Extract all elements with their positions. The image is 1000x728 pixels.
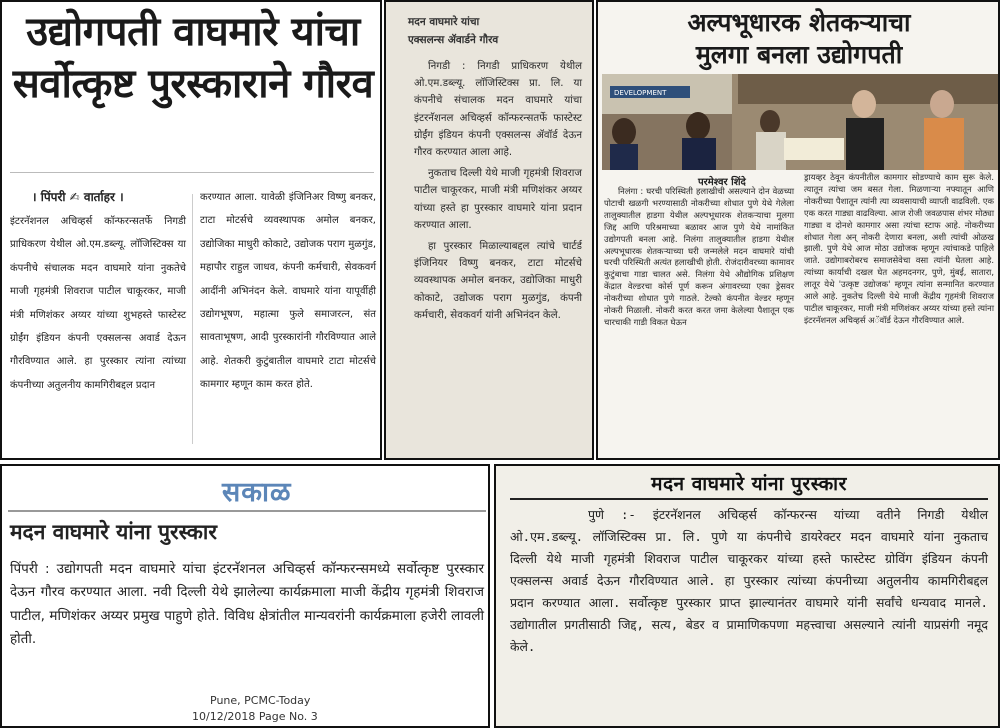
headline-line-2: सर्वोत्कृष्ट पुरस्काराने गौरव [12, 61, 374, 107]
article-column-2: करण्यात आला. यावेळी इंजिनिअर विष्णु बनकर, टाटा मोटर्सचे व्यवस्थापक अमोल बनकर, उद्योजिका माधुरी कोकाटे, उद्योजक पराग मुळगुंड, महापौर राहुल जाधव, कंपनी कर्मचारी, सेवकवर्ग आदींनी अभिनंदन केले. वाघमारे यांना यापूर्वीही उद्योगभूषण, महात्मा फुले समाजरत्न, संत सावताभूषण, आदी पुरस्कारांनी गौरविण्यात आले आहे. शेतकरी कुटुंबातील वाघमारे टाटा मोटर्सचे कामगार म्हणून काम करत होते. [200, 192, 376, 391]
headline-line-2: मुलगा बनला उद्योगपती [695, 40, 903, 69]
headline-line-2: एक्सलन्स ॲवार्डने गौरव [408, 34, 499, 46]
headline-rule [510, 498, 988, 500]
source-label: Pune, PCMC-Today [210, 694, 311, 707]
headline-line-1: मदन वाघमारे यांचा [408, 16, 480, 28]
headline-line-1: उद्योगपती वाघमारे यांचा [26, 9, 360, 55]
award-ceremony-photo [602, 74, 998, 170]
paragraph: हा पुरस्कार मिळाल्याबद्दल त्यांचे चार्टर्ड इंजिनियर विष्णु बनकर, टाटा मोटर्सचे व्यवस्थापक अमोल बनकर, उद्योजिका माधुरी कोकाटे, उद्योजक पराग मुळगुंड, कंपनी कर्मचारी, सेवकवर्ग यांनी अभिनंदन केले. [414, 241, 582, 321]
article-body: पिंपरी : उद्योगपती मदन वाघमारे यांचा इंटरनॅशनल अचिव्हर्स कॉन्फरन्समध्ये सर्वोत्कृष्ट पुरस्कार देऊन गौरव करण्यात आला. नवी दिल्ली येथे झालेल्या कार्यक्रमाला माजी केंद्रीय गृहमंत्री शिवराज पाटील, मणिशंकर अय्यर प्रमुख पाहुणे होते. विविध क्षेत्रांतील मान्यवरांनी कार्यक्रमाला हजेरी लावली होती. [10, 561, 484, 648]
headline-line-1: अल्पभूधारक शेतकऱ्याचा [687, 8, 911, 37]
clipping-madan-waghmare-award [494, 464, 1000, 728]
byline: परमेश्वर शिंदे [698, 177, 746, 188]
masthead-rule [8, 510, 486, 512]
dateline: । पिंपरी ✍ वार्ताहर । [32, 190, 124, 204]
article-body [510, 504, 988, 658]
photo-banner-text: DEVELOPMENT [614, 89, 667, 97]
clipping-farmer-son-industrialist [596, 0, 1000, 460]
newspaper-masthead: सकाळ [222, 477, 292, 508]
column-divider [192, 194, 193, 444]
article-column-2 [804, 172, 994, 327]
paragraph: निलंगा : घरची परिस्थिती हलाखीची असल्याने दोन वेळच्या पोटाची खळगी भरण्यासाठी नोकरीच्या शोधात पुणे येथे गेलेला तालुक्यातील हाडगा येथील अल्पभूधारक शेतकऱ्याचा मुलगा जिद्द आणि परिश्रमाच्या बळावर आज पुणे येथे नामांकित उद्योगपती बनला आहे. निलंगा तालुक्यातील हाडगा येथील अल्पभूधारक शेतकऱ्याच्या घरी जन्मलेले मदन वाघमारे यांची घरची परिस्थिती अत्यंत हलाखीची होती. रोजंदारीवरच्या कामावर कुटुंबाचा गाडा चालत असे. निलंगा येथे औद्योगिक प्रशिक्षण केंद्रात वेल्डरचा कोर्स पूर्ण करून अंगावरच्या एका ड्रेसवर नोकरीच्या शोधात पुणे गाठले. टेल्को कंपनीत वेल्डर म्हणून नोकरी मिळाली. नोकरी करत करत जमा केलेल्या पैशातून एक चारचाकी गाडी विकत घेऊन [604, 186, 794, 327]
clipping-excellence-award [384, 0, 594, 460]
paragraph: नुकताच दिल्ली येथे माजी गृहमंत्री शिवराज पाटील चाकूरकर, माजी मंत्री मणिशंकर अय्यर यांच्या हस्ते हा पुरस्कार वाघमारे यांना प्रदान करण्यात आला. [414, 168, 582, 231]
article-text: पुणे :- इंटरनॅशनल अचिव्हर्स कॉन्फरन्स यांच्या वतीने निगडी येथील ओ.एम.डब्ल्यू. लॉजिस्टिक्स प्रा. लि. पुणे या कंपनीचे डायरेक्टर मदन वाघमारे यांना नुकताच दिल्ली येथे माजी गृहमंत्री शिवराज पाटील चाकूरकर यांच्या हस्ते फास्टेस्ट ग्रोविंग इंडियन कंपनी एक्सलन्स अवार्ड देऊन गौरविण्यात आले. हा पुरस्कार त्यांच्या कंपनीच्या अतुलनीय कामगिरीबद्दल प्रदान करण्यात आला. सर्वोत्कृष्ट पुरस्कार प्राप्त झाल्यानंतर वाघमारे यांनी सर्वांचे धन्यवाद मानले. उद्योगातील प्रगतीसाठी जिद्द, सत्य, बेडर व प्रामाणिकपणा महत्त्वाचा असल्याने त्यांनी याप्रसंगी नमूद केले. [510, 507, 988, 654]
article-body [414, 58, 582, 324]
clipping-udyogpati-waghmare [0, 0, 382, 460]
clipping-sakal [0, 464, 490, 728]
headline-divider [10, 172, 374, 173]
paragraph: ड्रायव्हर ठेवून कंपनीतील कामगार सोडण्याचे काम सुरू केले. त्यातून त्यांचा जम बसत गेला. मिळणाऱ्या नफ्यातून आणि नोकरीच्या पैशातून त्यांनी त्या व्यवसायाची व्याप्ती वाढविली. एक एक करत गाड्या वाढविल्या. आज रोजी जवळपास शंभर मोठ्या गाड्या व दोनशे कामगार असा त्यांचा स्टाफ आहे. नोकरीच्या शोधात गेला अन् नोकरी देणारा बनला, अशी त्यांची ओळख झाली. पुणे येथे आज मोठा उद्योजक म्हणून त्यांचाकडे पाहिले जाते. उद्योगाबरोबरच समाजसेवेचा वसा त्यांनी घेतला आहे. त्यांच्या कार्याची दखल घेत अहमदनगर, पुणे, मुंबई, सातारा, लातूर येथे 'उत्कृष्ट उद्योजक' म्हणून त्यांना सन्मानित करण्यात आले आहे. नुकतेच दिल्ली येथे माजी केंद्रीय गृहमंत्री शिवराज पाटील चाकूरकर, माजी मंत्री मणिशंकर अय्यर यांच्या हस्ते त्यांना इंटरनॅशनल अचिव्हर्स अॅवॉर्ड देऊन गौरविण्यात आले. [804, 172, 994, 325]
article-column-1: इंटरनॅशनल अचिव्हर्स कॉन्फरन्सतर्फे निगडी प्राधिकरण येथील ओ.एम.डब्ल्यू. लॉजिस्टिक्स या कंपनीचे संचालक मदन वाघमारे यांना नुकतेचे माजी गृहमंत्री शिवराज पाटील चाकूरकर, माजी मंत्री मणिशंकर अय्यर यांच्या शुभहस्ते फास्टेस्ट ग्रोईंग इंडियन कंपनी एक्सलन्स अवार्ड देऊन गौरविण्यात आले. हा पुरस्कार त्यांना त्यांच्या कंपनीच्या अतुलनीय कामगिरीबद्दल प्रदान [10, 216, 186, 391]
paragraph: निगडी : निगडी प्राधिकरण येथील ओ.एम.डब्ल्यू. लॉजिस्टिक्स प्रा. लि. या कंपनीचे संचालक मदन वाघमारे यांचा इंटरनॅशनल अचिव्हर्स कॉन्फरन्सतर्फे फास्टेस्ट ग्रोईंग इंडियन कंपनी एक्सलन्स ॲवॉर्ड देऊन गौरव करण्यात आला आहे. [414, 61, 582, 159]
headline: मदन वाघमारे यांना पुरस्कार [10, 520, 217, 544]
source-date: 10/12/2018 Page No. 3 [192, 710, 318, 723]
headline: मदन वाघमारे यांना पुरस्कार [651, 473, 847, 495]
article-column-1 [604, 186, 794, 329]
photo-illustration [602, 74, 998, 170]
